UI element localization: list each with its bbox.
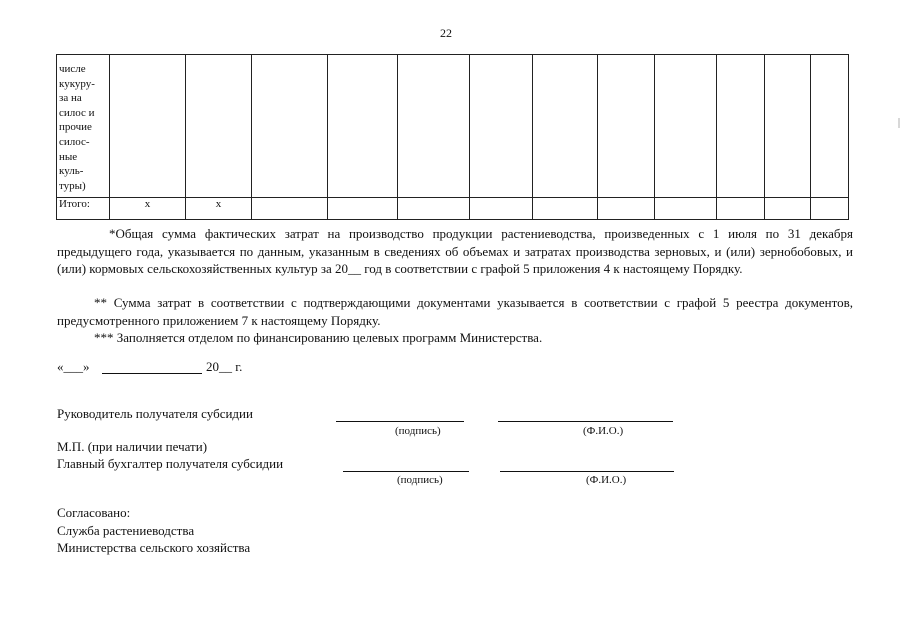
crop-line: прочие (59, 121, 92, 134)
table-cell (110, 55, 186, 198)
total-cell (470, 198, 533, 220)
accountant-name-caption: (Ф.И.О.) (586, 474, 627, 486)
total-label: Итого: (57, 198, 110, 220)
crop-line: ные (59, 150, 78, 163)
footnote-2: ** Сумма затрат в соответствии с подтверждающими документами указывается в соответствии с графой 5 реестра документов, предусмотренного приложением 7 к настоящему Порядку. (57, 295, 853, 328)
total-cell: x (110, 198, 186, 220)
table-cell (328, 55, 398, 198)
date-month-line (102, 373, 202, 374)
stamp-label: М.П. (при наличии печати) (57, 439, 208, 454)
table-cell (655, 55, 717, 198)
total-cell: x (186, 198, 252, 220)
crop-line: силос и (59, 106, 95, 119)
page-number: 22 (440, 26, 452, 40)
table-cell (533, 55, 598, 198)
head-name-line (498, 421, 673, 422)
crop-line: за на (59, 92, 82, 105)
total-cell (765, 198, 811, 220)
accountant-signature-line (343, 471, 469, 472)
table-cell (470, 55, 533, 198)
table-cell (252, 55, 328, 198)
date-day: «___» (57, 359, 90, 374)
table-cell (186, 55, 252, 198)
total-cell (598, 198, 655, 220)
accountant-signature-caption: (подпись) (397, 474, 443, 486)
approval-ministry: Министерства сельского хозяйства (57, 540, 251, 555)
table-cell (717, 55, 765, 198)
table-cell (765, 55, 811, 198)
footnote-1: *Общая сумма фактических затрат на производство продукции растениеводства, произведенных с 1 июля по 31 декабря предыдущего года, указывается по данным, указанным в сведениях об объемах и затратах производства зерновых, и (или) зернобобовых, и (или) кормовых сельскохозяйственных культур за 20__ год в соответствии с графой 5 приложения 4 к настоящему Порядку. (57, 226, 853, 276)
crop-line: кукуру- (59, 77, 95, 90)
total-cell (328, 198, 398, 220)
crop-name-cell (57, 55, 110, 198)
head-name-caption: (Ф.И.О.) (583, 425, 624, 437)
table-cell (398, 55, 470, 198)
table-row (57, 55, 849, 198)
total-cell (533, 198, 598, 220)
footnote-3: *** Заполняется отделом по финансированию целевых программ Министерства. (94, 330, 543, 345)
accountant-name-line (500, 471, 674, 472)
crop-line: туры) (59, 179, 86, 192)
head-signature-line (336, 421, 464, 422)
crop-line: числе (59, 63, 86, 75)
table-cell (811, 55, 849, 198)
head-signature-label: Руководитель получателя субсидии (57, 406, 253, 421)
total-cell (655, 198, 717, 220)
total-cell (252, 198, 328, 220)
crop-line: силос- (59, 135, 90, 148)
costs-table (56, 54, 849, 220)
approval-heading: Согласовано: (57, 505, 131, 520)
total-cell (398, 198, 470, 220)
total-row (57, 198, 849, 220)
date-year: 20__ г. (206, 359, 243, 374)
crop-line: куль- (59, 165, 84, 178)
approval-service: Служба растениеводства (57, 523, 195, 538)
table-cell (598, 55, 655, 198)
accountant-signature-label: Главный бухгалтер получателя субсидии (57, 456, 284, 471)
scan-mark (898, 118, 900, 128)
total-cell (717, 198, 765, 220)
head-signature-caption: (подпись) (395, 425, 441, 437)
total-cell (811, 198, 849, 220)
